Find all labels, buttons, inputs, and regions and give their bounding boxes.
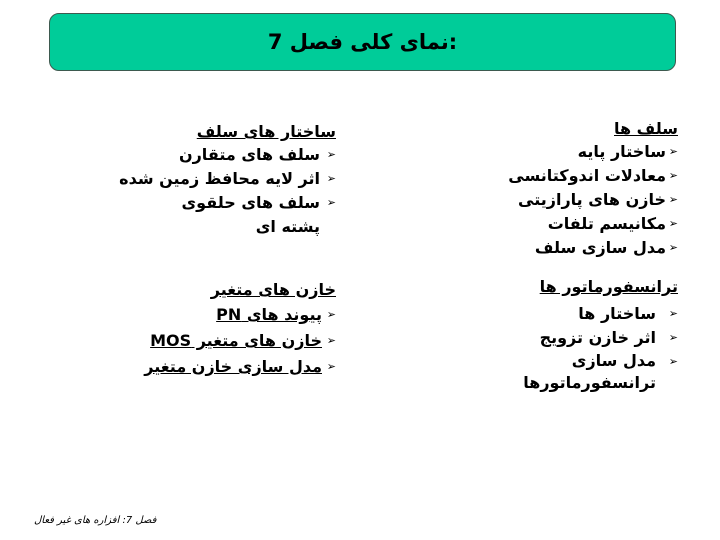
arrow-bullet-icon: ➢ bbox=[326, 334, 336, 347]
list-item: ➢ پیوند های PN bbox=[96, 303, 336, 327]
list-item: ➢ مکانیسم تلفات bbox=[458, 212, 678, 236]
arrow-bullet-icon: ➢ bbox=[668, 355, 678, 368]
list-item: ➢ سلف های حلقوی پشته ای bbox=[181, 193, 336, 236]
arrow-bullet-icon: ➢ bbox=[326, 148, 336, 161]
footer-text: فصل 7: افزاره های غیر فعال bbox=[34, 515, 157, 526]
arrow-bullet-icon: ➢ bbox=[326, 360, 336, 373]
varactors-heading: خازن های متغیر bbox=[210, 280, 336, 299]
arrow-bullet-icon: ➢ bbox=[668, 145, 678, 158]
left-column bbox=[96, 121, 336, 379]
arrow-bullet-icon: ➢ bbox=[668, 193, 678, 206]
transformers-heading: ترانسفورماتور ها bbox=[539, 277, 678, 296]
list-item: ➢ مدل سازی خازن متغیر bbox=[96, 355, 336, 379]
arrow-bullet-icon: ➢ bbox=[668, 307, 678, 320]
list-item: ➢ ساختار ها bbox=[458, 302, 678, 326]
list-item: ➢ خازن های متغیر MOS bbox=[96, 329, 336, 353]
arrow-bullet-icon: ➢ bbox=[668, 169, 678, 182]
list-item: ➢ اثر لایه محافظ زمین شده bbox=[96, 167, 336, 191]
list-item: ➢ اثر خازن تزویج bbox=[458, 326, 678, 350]
slide-title: :نمای کلی فصل 7 bbox=[267, 30, 458, 54]
list-item: ➢ مدل سازی سلف bbox=[458, 236, 678, 260]
arrow-bullet-icon: ➢ bbox=[668, 331, 678, 344]
list-item: ➢ معادلات اندوکتانسی bbox=[458, 164, 678, 188]
list-item: ➢ سلف های متقارن bbox=[96, 143, 336, 167]
inductors-heading: سلف ها bbox=[614, 119, 678, 138]
arrow-bullet-icon: ➢ bbox=[668, 241, 678, 254]
list-item: ➢ ساختار پایه bbox=[458, 140, 678, 164]
arrow-bullet-icon: ➢ bbox=[668, 217, 678, 230]
arrow-bullet-icon: ➢ bbox=[326, 172, 336, 185]
list-item: ➢ مدل سازی ترانسفورماتورها bbox=[523, 351, 678, 392]
right-column bbox=[458, 118, 678, 394]
inductor-structures-heading: ساختار های سلف bbox=[196, 122, 336, 141]
title-box bbox=[49, 13, 676, 71]
arrow-bullet-icon: ➢ bbox=[326, 196, 336, 209]
arrow-bullet-icon: ➢ bbox=[326, 308, 336, 321]
list-item: ➢ خازن های پارازیتی bbox=[458, 188, 678, 212]
